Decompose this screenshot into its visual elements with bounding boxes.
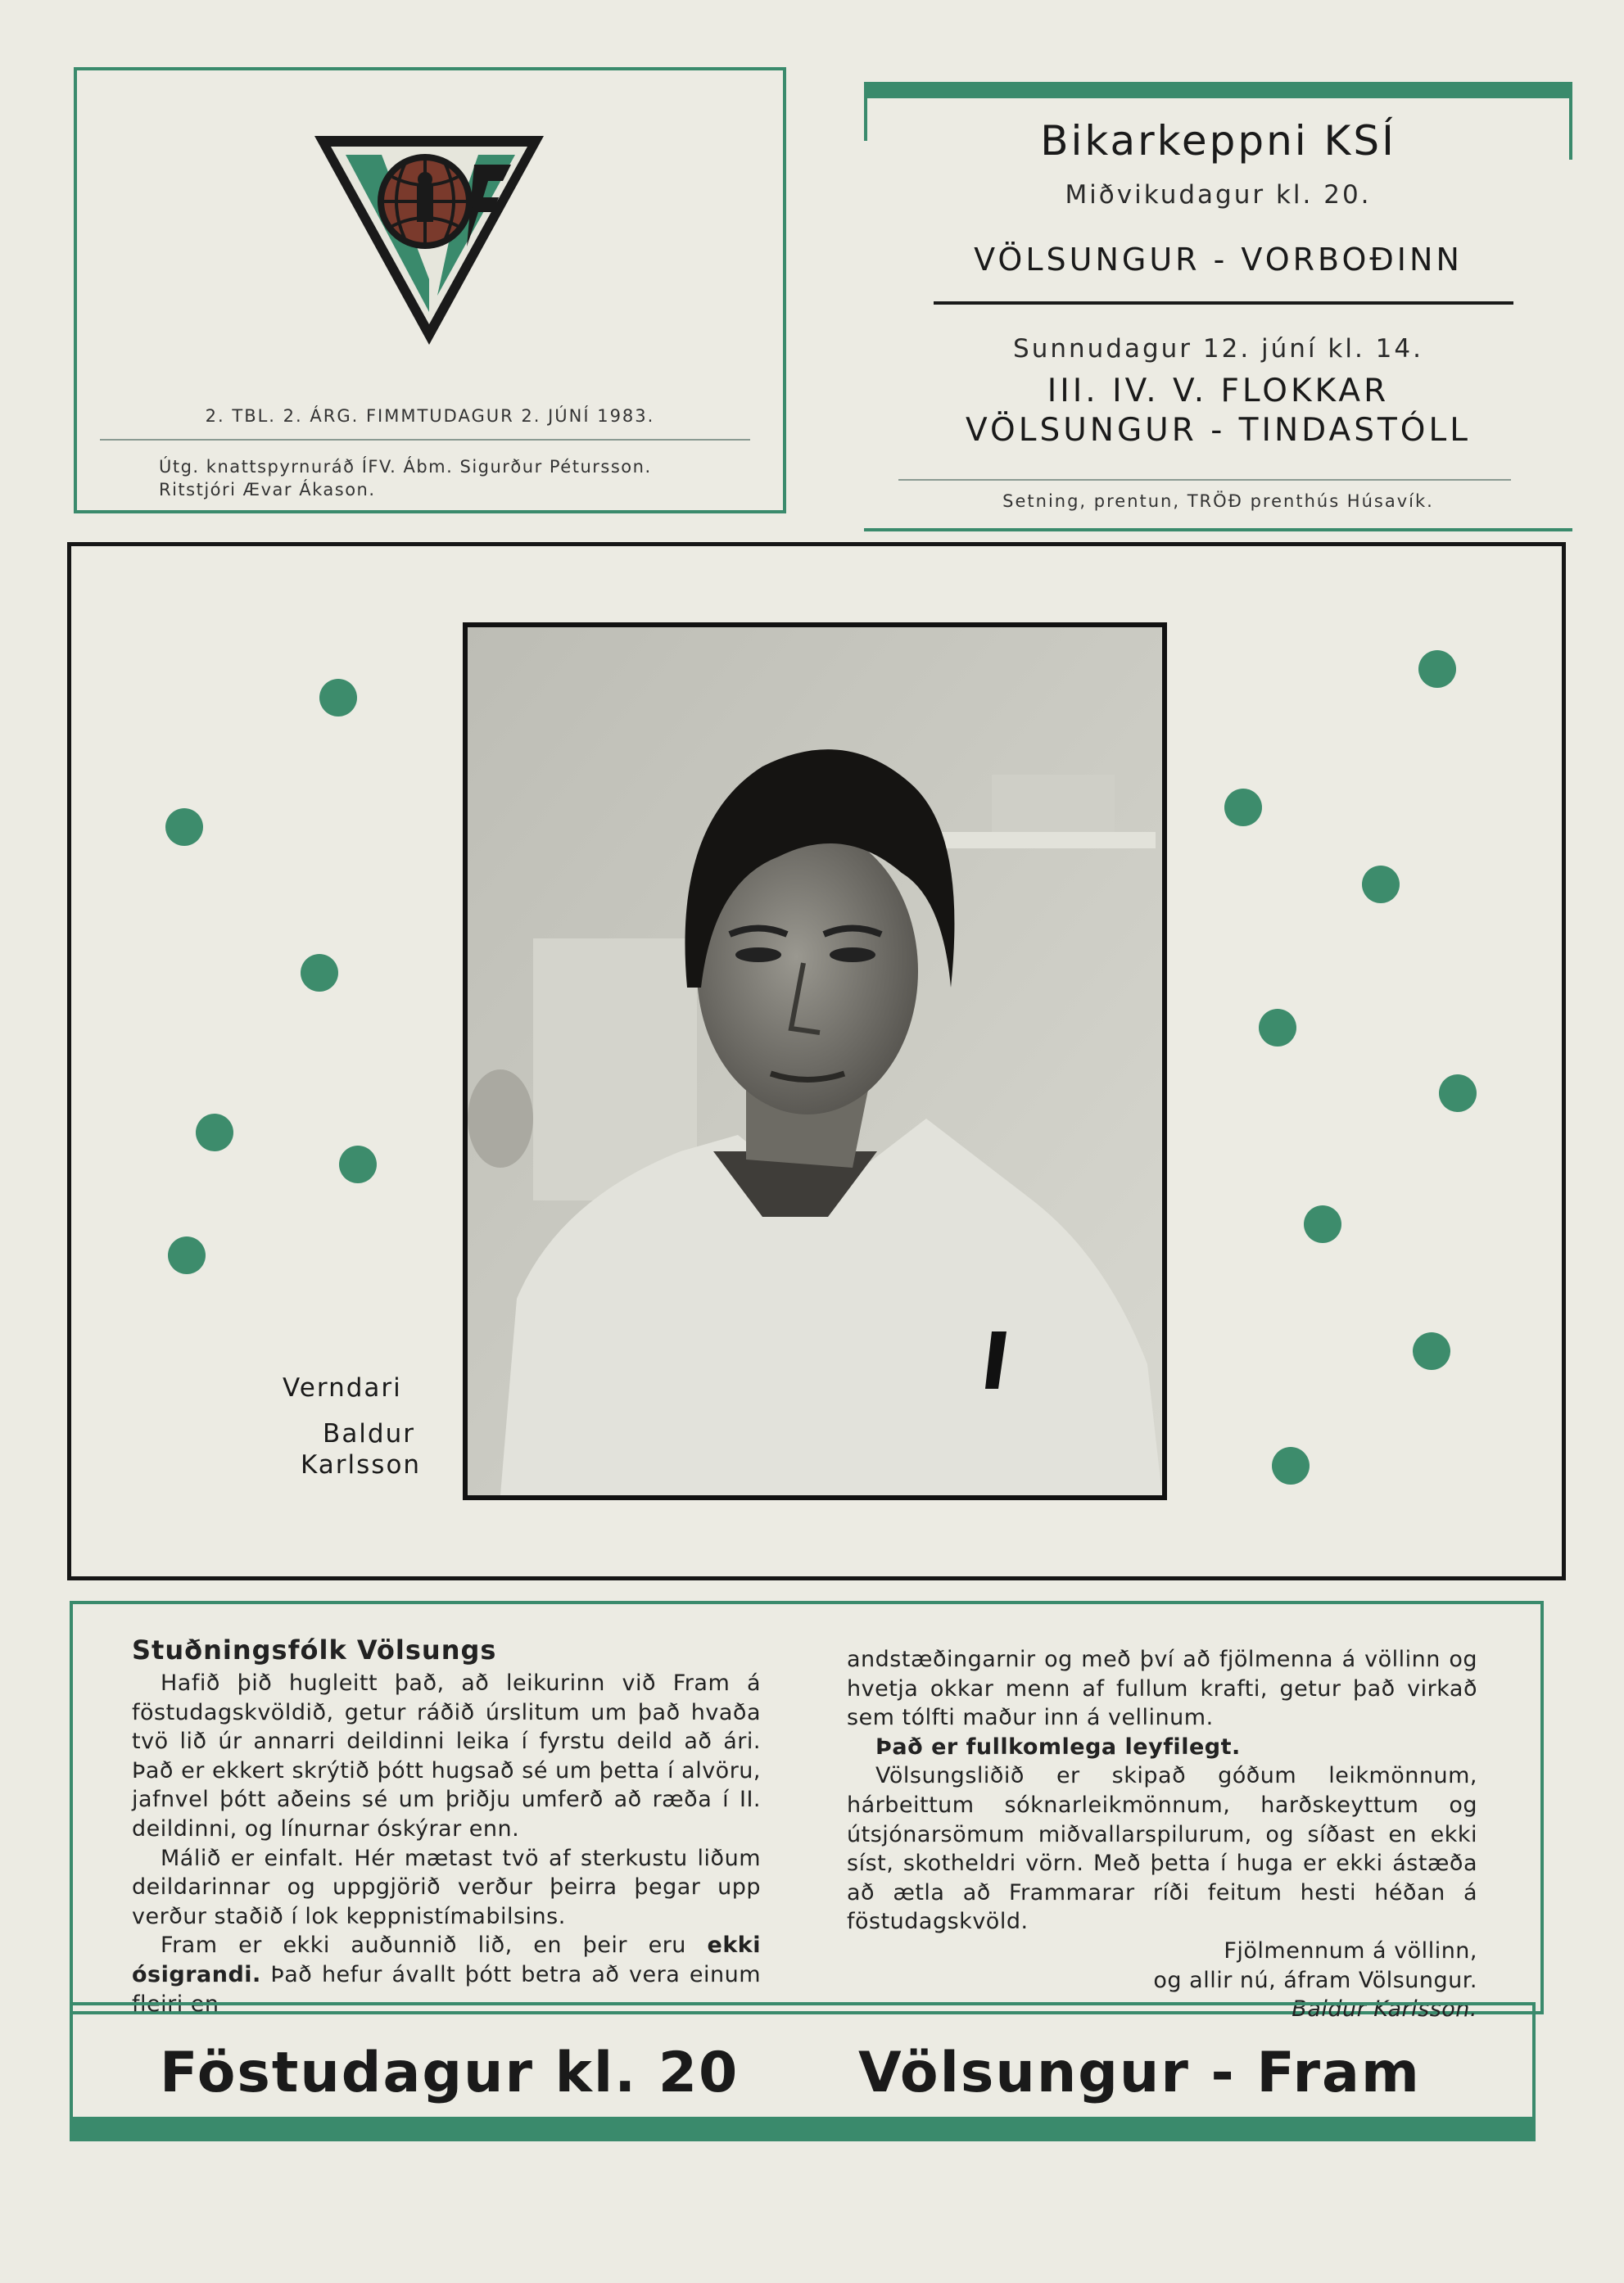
youth-groups: III. IV. V. FLOKKAR [1047,373,1390,409]
article-column-right [847,1645,1477,2024]
masthead-left-box [74,67,786,513]
green-bar [864,82,1572,98]
signature: Baldur Karlsson. [1292,1996,1477,2023]
portrait-photo [463,622,1167,1500]
cup-title: Bikarkeppni KSÍ [1040,117,1396,165]
club-logo [306,115,552,361]
divider [934,301,1513,305]
closing-line: og allir nú, áfram Völsungur. [1153,1967,1477,1993]
article-paragraph: andstæðingarnir og með því að fjölmenna á völlinn og hvetja okkar menn af fullum krafti, getur það virkað sem tólfti maður inn á vellinum. [847,1647,1477,1731]
divider [100,439,750,441]
publisher-info [159,455,652,501]
decorative-dot [1439,1074,1477,1112]
article-box [70,1601,1544,2023]
text-run: Fram er ekki auðunnið lið, en þeir eru [161,1933,708,1959]
decorative-dot [1418,650,1456,688]
green-rule [864,528,1572,531]
decorative-dot [301,954,338,992]
article-paragraph: Völsungsliðið er skipað góðum leikmönnum, hárbeittum sóknarleikmönnum, harðskeyttum og útsjónarsömum miðvallarspilurum, og síðast en ekki síst, skotheldri vörn. Með þetta í huga er ekki ástæða að ætla að Frammarar ríði feitum hesti héðan á föstudagskvöld. [847,1763,1477,1935]
editor-line: Ritstjóri Ævar Ákason. [159,480,376,500]
article-column-left [132,1633,761,2019]
caption-first-name: Baldur [323,1419,415,1449]
article-paragraph: Málið er einfalt. Hér mætast tvö af sterkustu liðum deildarinnar og uppgjörið verður þeirra þegar upp verður staðið í lok keppnistímabilsins. [132,1845,761,1929]
publisher-line: Útg. knattspyrnuráð ÍFV. Ábm. Sigurður Pétursson. [159,457,652,477]
cup-match: VÖLSUNGUR - VORBOÐINN [974,242,1463,278]
article-paragraph: Hafið þið hugleitt það, að leikurinn við Fram á föstudagskvöldið, getur ráðið úrslitum um það hvaða tvö lið úr annarri deildinni leika í fyrstu deild að ári. Það er ekkert skrýtið þótt hugsað sé um þetta í alvöru, jafnvel þótt aðeins sé um þriðju umferð að ræða í II. deildinni, og línurnar óskýrar enn. [132,1670,761,1842]
cup-date: Miðvikudagur kl. 20. [1065,180,1372,210]
closing-line: Fjölmennum á völlinn, [1224,1937,1477,1964]
feature-panel [67,542,1566,1580]
fixtures-box [864,70,1572,532]
bold-statement: Það er fullkomlega leyfilegt. [875,1734,1241,1760]
issue-line: 2. TBL. 2. ÁRG. FIMMTUDAGUR 2. JÚNÍ 1983. [205,406,655,426]
caption-name [301,1418,422,1481]
decorative-dot [319,679,357,717]
decorative-dot [1272,1447,1310,1485]
article-heading: Stuðningsfólk Völsungs [132,1634,497,1666]
decorative-dot [1224,789,1262,826]
decorative-dot [1362,866,1400,903]
divider [898,479,1511,481]
print-credit: Setning, prentun, TRÖÐ prenthús Húsavík. [1002,491,1434,511]
banner-match: Völsungur - Fram [858,2041,1421,2105]
portrait-illustration [468,627,1162,1495]
decorative-dot [165,808,203,846]
decorative-dot [339,1146,377,1183]
bold-text: ekki ósigrandi. [132,1933,761,1987]
decorative-dot [1304,1205,1341,1243]
decorative-dot [1259,1009,1296,1047]
caption-last-name: Karlsson [301,1450,422,1480]
banner-day-time: Föstudagur kl. 20 [160,2041,740,2105]
decorative-dot [1413,1332,1450,1370]
caption-role: Verndari [283,1373,402,1403]
sunday-date: Sunnudagur 12. júní kl. 14. [1013,334,1423,364]
decorative-dot [168,1236,206,1274]
green-strip [70,2117,1536,2141]
decorative-dot [196,1114,233,1151]
text-run: Það hefur ávallt þótt betra að vera einum fleiri en [132,1961,761,2017]
youth-match: VÖLSUNGUR - TINDASTÓLL [966,412,1471,449]
